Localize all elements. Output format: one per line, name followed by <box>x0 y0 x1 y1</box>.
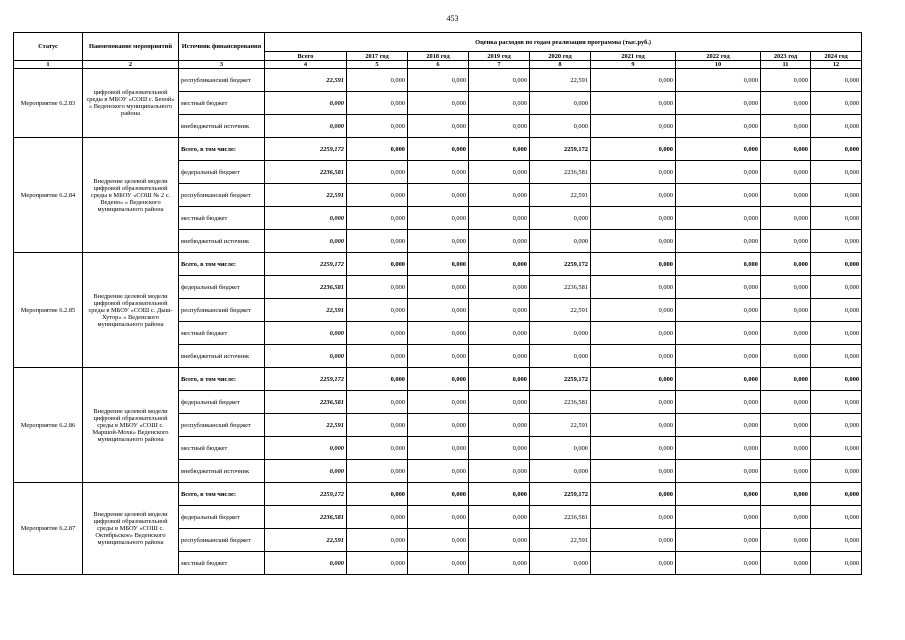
budget-table <box>13 32 862 575</box>
status-cell: Мероприятие 6.2.84 <box>14 138 83 253</box>
total-cell: 2259,172 <box>265 138 347 161</box>
year-value-cell: 0,000 <box>676 437 761 460</box>
year-value-cell: 0,000 <box>347 115 408 138</box>
year-value-cell: 0,000 <box>761 552 811 575</box>
year-value-cell: 22,591 <box>530 414 591 437</box>
year-value-cell: 0,000 <box>347 92 408 115</box>
source-cell: внебюджетный источник <box>179 460 265 483</box>
year-value-cell: 0,000 <box>761 299 811 322</box>
year-value-cell: 0,000 <box>676 253 761 276</box>
year-value-cell: 0,000 <box>591 483 676 506</box>
year-value-cell: 0,000 <box>811 414 862 437</box>
year-value-cell: 2236,581 <box>530 391 591 414</box>
table-body <box>14 69 862 575</box>
header-year: 2018 год <box>408 52 469 61</box>
col-number: 9 <box>591 61 676 69</box>
year-value-cell: 0,000 <box>347 299 408 322</box>
year-value-cell: 0,000 <box>347 69 408 92</box>
total-cell: 22,591 <box>265 299 347 322</box>
year-value-cell: 0,000 <box>811 230 862 253</box>
year-value-cell: 0,000 <box>469 92 530 115</box>
year-value-cell: 0,000 <box>469 368 530 391</box>
measure-name-cell: Внедрение целевой модели цифровой образовательной среды в МБОУ «СОШ с. Дыш-Хутор» » Веденского муниципального района <box>83 253 179 368</box>
year-value-cell: 0,000 <box>811 161 862 184</box>
year-value-cell: 0,000 <box>591 345 676 368</box>
year-value-cell: 0,000 <box>408 529 469 552</box>
year-value-cell: 0,000 <box>408 345 469 368</box>
year-value-cell: 0,000 <box>591 253 676 276</box>
year-value-cell: 0,000 <box>676 506 761 529</box>
year-value-cell: 0,000 <box>469 299 530 322</box>
year-value-cell: 0,000 <box>469 437 530 460</box>
year-value-cell: 0,000 <box>408 483 469 506</box>
year-value-cell: 0,000 <box>408 69 469 92</box>
total-cell: 2236,581 <box>265 506 347 529</box>
total-cell: 0,000 <box>265 437 347 460</box>
year-value-cell: 0,000 <box>676 299 761 322</box>
year-value-cell: 0,000 <box>811 391 862 414</box>
status-cell: Мероприятие 6.2.87 <box>14 483 83 575</box>
year-value-cell: 0,000 <box>811 69 862 92</box>
year-value-cell: 0,000 <box>676 552 761 575</box>
source-cell: федеральный бюджет <box>179 276 265 299</box>
year-value-cell: 0,000 <box>530 230 591 253</box>
year-value-cell: 0,000 <box>347 230 408 253</box>
year-value-cell: 0,000 <box>811 253 862 276</box>
year-value-cell: 0,000 <box>469 506 530 529</box>
year-value-cell: 0,000 <box>761 115 811 138</box>
total-cell: 0,000 <box>265 322 347 345</box>
year-value-cell: 0,000 <box>408 391 469 414</box>
year-value-cell: 0,000 <box>408 184 469 207</box>
year-value-cell: 0,000 <box>811 322 862 345</box>
measure-name-cell: Внедрение целевой модели цифровой образовательной среды в МБОУ «СОШ № 2 с. Ведено» » Веденского муниципального района <box>83 138 179 253</box>
header-total: Всего <box>265 52 347 61</box>
year-value-cell: 0,000 <box>469 483 530 506</box>
source-cell: Всего, в том числе: <box>179 138 265 161</box>
year-value-cell: 0,000 <box>676 92 761 115</box>
status-cell: Мероприятие 6.2.86 <box>14 368 83 483</box>
year-value-cell: 0,000 <box>347 322 408 345</box>
year-value-cell: 0,000 <box>811 115 862 138</box>
year-value-cell: 0,000 <box>676 184 761 207</box>
year-value-cell: 0,000 <box>408 115 469 138</box>
total-cell: 22,591 <box>265 529 347 552</box>
col-number: 4 <box>265 61 347 69</box>
year-value-cell: 0,000 <box>347 437 408 460</box>
year-value-cell: 0,000 <box>676 391 761 414</box>
year-value-cell: 0,000 <box>761 230 811 253</box>
year-value-cell: 0,000 <box>591 552 676 575</box>
source-cell: федеральный бюджет <box>179 161 265 184</box>
col-number: 1 <box>14 61 83 69</box>
year-value-cell: 0,000 <box>347 529 408 552</box>
year-value-cell: 0,000 <box>676 276 761 299</box>
total-cell: 0,000 <box>265 92 347 115</box>
year-value-cell: 0,000 <box>408 207 469 230</box>
year-value-cell: 22,591 <box>530 184 591 207</box>
year-value-cell: 0,000 <box>811 184 862 207</box>
year-value-cell: 0,000 <box>761 506 811 529</box>
year-value-cell: 0,000 <box>761 322 811 345</box>
year-value-cell: 0,000 <box>347 161 408 184</box>
source-cell: местный бюджет <box>179 322 265 345</box>
col-number: 6 <box>408 61 469 69</box>
year-value-cell: 0,000 <box>761 207 811 230</box>
year-value-cell: 0,000 <box>347 552 408 575</box>
year-value-cell: 0,000 <box>347 483 408 506</box>
source-cell: республиканский бюджет <box>179 299 265 322</box>
year-value-cell: 0,000 <box>408 92 469 115</box>
year-value-cell: 0,000 <box>811 368 862 391</box>
header-source: Источник финансирования <box>179 33 265 61</box>
source-cell: республиканский бюджет <box>179 69 265 92</box>
year-value-cell: 0,000 <box>591 414 676 437</box>
year-value-cell: 0,000 <box>408 437 469 460</box>
year-value-cell: 0,000 <box>591 230 676 253</box>
year-value-cell: 0,000 <box>676 414 761 437</box>
year-value-cell: 0,000 <box>761 368 811 391</box>
year-value-cell: 0,000 <box>347 207 408 230</box>
year-value-cell: 0,000 <box>408 322 469 345</box>
source-cell: республиканский бюджет <box>179 529 265 552</box>
year-value-cell: 0,000 <box>469 161 530 184</box>
measure-name-cell: Внедрение целевой модели цифровой образовательной среды в МБОУ «СОШ с. Маршой-Мохк» Веденского муниципального района <box>83 368 179 483</box>
year-value-cell: 0,000 <box>591 368 676 391</box>
year-value-cell: 0,000 <box>811 552 862 575</box>
source-cell: внебюджетный источник <box>179 345 265 368</box>
year-value-cell: 22,591 <box>530 299 591 322</box>
year-value-cell: 0,000 <box>469 230 530 253</box>
year-value-cell: 0,000 <box>591 299 676 322</box>
year-value-cell: 0,000 <box>408 414 469 437</box>
year-value-cell: 0,000 <box>811 529 862 552</box>
year-value-cell: 2259,172 <box>530 483 591 506</box>
year-value-cell: 0,000 <box>761 92 811 115</box>
header-status: Статус <box>14 33 83 61</box>
measure-name-cell: Внедрение целевой модели цифровой образовательной среды в МБОУ «СОШ с. Октябрьское» Веденского муниципального района <box>83 483 179 575</box>
total-cell: 0,000 <box>265 345 347 368</box>
source-cell: Всего, в том числе: <box>179 253 265 276</box>
year-value-cell: 0,000 <box>591 69 676 92</box>
year-value-cell: 0,000 <box>811 483 862 506</box>
year-value-cell: 0,000 <box>761 345 811 368</box>
year-value-cell: 0,000 <box>469 69 530 92</box>
year-value-cell: 0,000 <box>761 69 811 92</box>
total-cell: 22,591 <box>265 69 347 92</box>
source-cell: федеральный бюджет <box>179 391 265 414</box>
source-cell: федеральный бюджет <box>179 506 265 529</box>
source-cell: местный бюджет <box>179 92 265 115</box>
year-value-cell: 2236,581 <box>530 161 591 184</box>
year-value-cell: 0,000 <box>530 92 591 115</box>
col-number: 8 <box>530 61 591 69</box>
year-value-cell: 0,000 <box>469 552 530 575</box>
year-value-cell: 0,000 <box>676 230 761 253</box>
col-number: 5 <box>347 61 408 69</box>
total-cell: 0,000 <box>265 230 347 253</box>
year-value-cell: 0,000 <box>676 69 761 92</box>
total-cell: 0,000 <box>265 207 347 230</box>
year-value-cell: 0,000 <box>811 299 862 322</box>
header-year: 2024 год <box>811 52 862 61</box>
year-value-cell: 0,000 <box>591 506 676 529</box>
header-estimate: Оценка расходов по годам реализации программы (тыс.руб.) <box>265 33 862 52</box>
header-year: 2023 год <box>761 52 811 61</box>
year-value-cell: 0,000 <box>347 276 408 299</box>
year-value-cell: 0,000 <box>761 529 811 552</box>
year-value-cell: 0,000 <box>408 552 469 575</box>
year-value-cell: 0,000 <box>408 161 469 184</box>
total-cell: 0,000 <box>265 115 347 138</box>
year-value-cell: 0,000 <box>408 230 469 253</box>
year-value-cell: 0,000 <box>408 368 469 391</box>
header-year: 2017 год <box>347 52 408 61</box>
col-number: 2 <box>83 61 179 69</box>
year-value-cell: 0,000 <box>811 345 862 368</box>
year-value-cell: 0,000 <box>347 506 408 529</box>
source-cell: местный бюджет <box>179 437 265 460</box>
year-value-cell: 0,000 <box>811 460 862 483</box>
year-value-cell: 0,000 <box>347 368 408 391</box>
year-value-cell: 0,000 <box>530 345 591 368</box>
year-value-cell: 0,000 <box>676 529 761 552</box>
year-value-cell: 0,000 <box>761 184 811 207</box>
source-cell: Всего, в том числе: <box>179 483 265 506</box>
year-value-cell: 0,000 <box>408 506 469 529</box>
year-value-cell: 0,000 <box>676 460 761 483</box>
year-value-cell: 0,000 <box>347 414 408 437</box>
measure-name-cell: цифровой образовательной среды в МБОУ «СОШ с. Беной» » Веденского муниципального района <box>83 69 179 138</box>
header-year: 2021 год <box>591 52 676 61</box>
total-cell: 2236,581 <box>265 161 347 184</box>
year-value-cell: 0,000 <box>676 115 761 138</box>
year-value-cell: 0,000 <box>761 414 811 437</box>
year-value-cell: 0,000 <box>761 138 811 161</box>
year-value-cell: 0,000 <box>811 138 862 161</box>
source-cell: внебюджетный источник <box>179 115 265 138</box>
year-value-cell: 0,000 <box>469 207 530 230</box>
year-value-cell: 2236,581 <box>530 276 591 299</box>
table-row <box>14 138 862 161</box>
header-year: 2022 год <box>676 52 761 61</box>
year-value-cell: 0,000 <box>408 276 469 299</box>
year-value-cell: 0,000 <box>761 276 811 299</box>
total-cell: 2259,172 <box>265 483 347 506</box>
year-value-cell: 0,000 <box>761 253 811 276</box>
source-cell: местный бюджет <box>179 207 265 230</box>
year-value-cell: 0,000 <box>530 322 591 345</box>
col-number: 12 <box>811 61 862 69</box>
year-value-cell: 2259,172 <box>530 253 591 276</box>
year-value-cell: 22,591 <box>530 69 591 92</box>
source-cell: республиканский бюджет <box>179 414 265 437</box>
header-year: 2020 год <box>530 52 591 61</box>
year-value-cell: 0,000 <box>761 437 811 460</box>
total-cell: 22,591 <box>265 414 347 437</box>
year-value-cell: 0,000 <box>676 138 761 161</box>
year-value-cell: 0,000 <box>591 276 676 299</box>
table-row <box>14 368 862 391</box>
year-value-cell: 0,000 <box>469 529 530 552</box>
col-number: 11 <box>761 61 811 69</box>
total-cell: 2259,172 <box>265 253 347 276</box>
year-value-cell: 0,000 <box>676 322 761 345</box>
year-value-cell: 0,000 <box>811 276 862 299</box>
year-value-cell: 0,000 <box>811 207 862 230</box>
year-value-cell: 0,000 <box>591 138 676 161</box>
year-value-cell: 2259,172 <box>530 368 591 391</box>
year-value-cell: 0,000 <box>408 138 469 161</box>
total-cell: 22,591 <box>265 184 347 207</box>
year-value-cell: 0,000 <box>591 115 676 138</box>
year-value-cell: 0,000 <box>591 529 676 552</box>
year-value-cell: 0,000 <box>469 414 530 437</box>
year-value-cell: 0,000 <box>591 184 676 207</box>
year-value-cell: 0,000 <box>591 322 676 345</box>
source-cell: республиканский бюджет <box>179 184 265 207</box>
year-value-cell: 0,000 <box>469 276 530 299</box>
total-cell: 2259,172 <box>265 368 347 391</box>
year-value-cell: 0,000 <box>761 161 811 184</box>
year-value-cell: 0,000 <box>676 345 761 368</box>
year-value-cell: 0,000 <box>811 437 862 460</box>
year-value-cell: 2259,172 <box>530 138 591 161</box>
year-value-cell: 0,000 <box>408 460 469 483</box>
year-value-cell: 0,000 <box>530 207 591 230</box>
header-year: 2019 год <box>469 52 530 61</box>
year-value-cell: 0,000 <box>676 207 761 230</box>
total-cell: 0,000 <box>265 552 347 575</box>
total-cell: 2236,581 <box>265 276 347 299</box>
year-value-cell: 0,000 <box>676 483 761 506</box>
year-value-cell: 0,000 <box>591 437 676 460</box>
status-cell: Мероприятие 6.2.85 <box>14 253 83 368</box>
year-value-cell: 0,000 <box>591 161 676 184</box>
year-value-cell: 0,000 <box>347 460 408 483</box>
source-cell: местный бюджет <box>179 552 265 575</box>
year-value-cell: 0,000 <box>530 437 591 460</box>
year-value-cell: 0,000 <box>530 460 591 483</box>
year-value-cell: 0,000 <box>761 460 811 483</box>
year-value-cell: 0,000 <box>469 138 530 161</box>
total-cell: 2236,581 <box>265 391 347 414</box>
year-value-cell: 0,000 <box>469 115 530 138</box>
year-value-cell: 0,000 <box>676 161 761 184</box>
year-value-cell: 2236,581 <box>530 506 591 529</box>
year-value-cell: 0,000 <box>347 138 408 161</box>
status-cell: Мероприятие 6.2.83 <box>14 69 83 138</box>
year-value-cell: 22,591 <box>530 529 591 552</box>
year-value-cell: 0,000 <box>347 253 408 276</box>
year-value-cell: 0,000 <box>761 483 811 506</box>
header-name: Наименование мероприятий <box>83 33 179 61</box>
year-value-cell: 0,000 <box>469 184 530 207</box>
source-cell: Всего, в том числе: <box>179 368 265 391</box>
col-number: 7 <box>469 61 530 69</box>
year-value-cell: 0,000 <box>469 322 530 345</box>
table-row <box>14 69 862 92</box>
year-value-cell: 0,000 <box>530 115 591 138</box>
year-value-cell: 0,000 <box>408 253 469 276</box>
year-value-cell: 0,000 <box>591 391 676 414</box>
year-value-cell: 0,000 <box>591 207 676 230</box>
col-number: 10 <box>676 61 761 69</box>
year-value-cell: 0,000 <box>469 253 530 276</box>
col-number: 3 <box>179 61 265 69</box>
year-value-cell: 0,000 <box>469 345 530 368</box>
total-cell: 0,000 <box>265 460 347 483</box>
year-value-cell: 0,000 <box>347 184 408 207</box>
year-value-cell: 0,000 <box>811 92 862 115</box>
year-value-cell: 0,000 <box>469 460 530 483</box>
year-value-cell: 0,000 <box>347 345 408 368</box>
year-value-cell: 0,000 <box>530 552 591 575</box>
year-value-cell: 0,000 <box>591 460 676 483</box>
source-cell: внебюджетный источник <box>179 230 265 253</box>
page-number: 453 <box>446 14 459 23</box>
year-value-cell: 0,000 <box>469 391 530 414</box>
table-header <box>14 33 862 69</box>
year-value-cell: 0,000 <box>408 299 469 322</box>
year-value-cell: 0,000 <box>676 368 761 391</box>
year-value-cell: 0,000 <box>761 391 811 414</box>
table-row <box>14 483 862 506</box>
year-value-cell: 0,000 <box>591 92 676 115</box>
year-value-cell: 0,000 <box>811 506 862 529</box>
year-value-cell: 0,000 <box>347 391 408 414</box>
table-row <box>14 253 862 276</box>
